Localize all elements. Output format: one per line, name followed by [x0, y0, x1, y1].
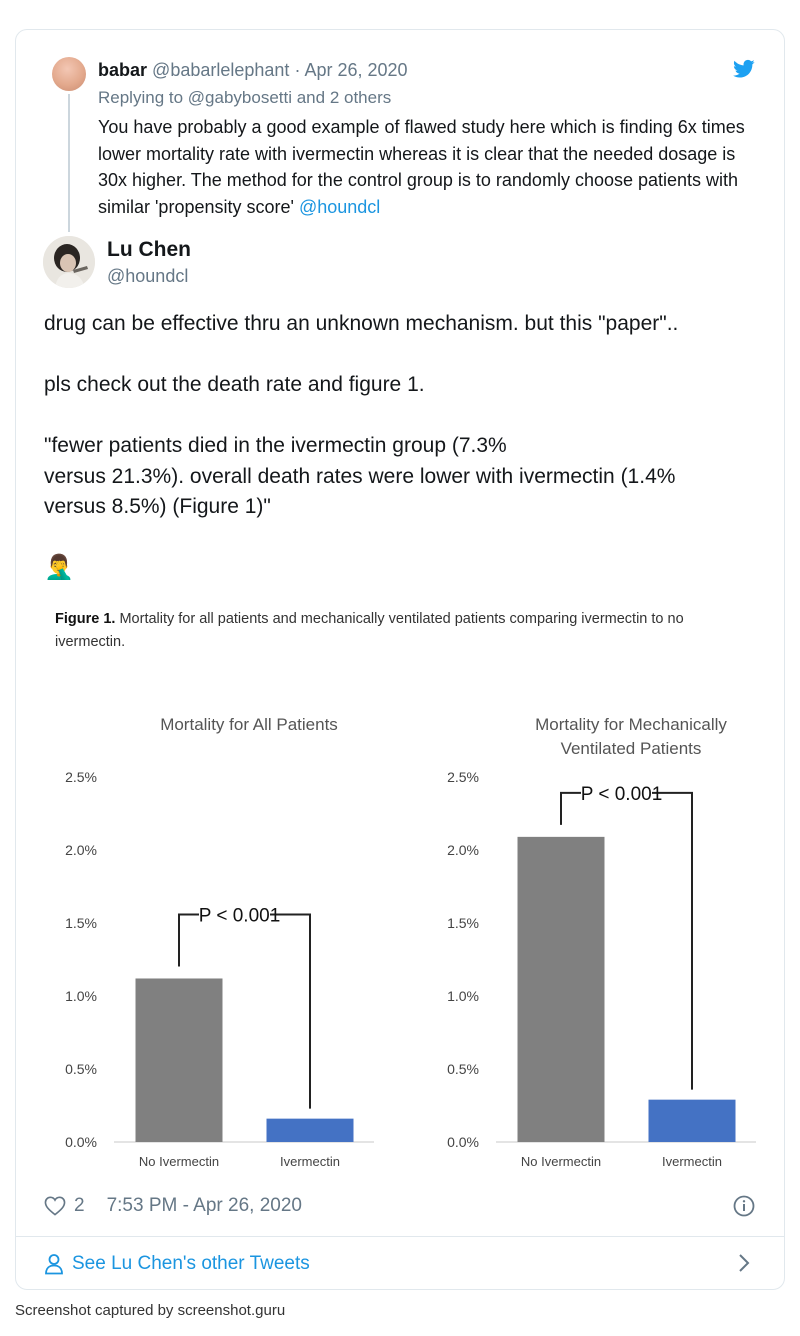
- y-tick-label: 1.5%: [65, 915, 97, 931]
- y-tick-label: 2.5%: [447, 769, 479, 785]
- tweet-image[interactable]: [44, 600, 764, 1185]
- figure-charts: [44, 600, 764, 1185]
- parent-tweet-body: You have probably a good example of flawed study here which is finding 6x times lower mortality rate with ivermectin whereas it is clear that the needed dosage is 30x higher. The method for the control group is to randomly choose patients with similar 'propensity score': [98, 117, 745, 217]
- thread-line: [68, 94, 70, 232]
- tweet-footer: [44, 1195, 302, 1217]
- parent-header: [98, 59, 408, 81]
- see-other-tweets-link[interactable]: [44, 1250, 310, 1278]
- bracket-right: [270, 914, 310, 1108]
- bracket-left: [179, 914, 199, 966]
- bracket-right: [652, 793, 692, 1090]
- x-tick-label: Ivermectin: [280, 1154, 340, 1169]
- y-tick-label: 0.0%: [447, 1134, 479, 1150]
- y-tick-label: 0.5%: [65, 1061, 97, 1077]
- tweet-timestamp[interactable]: 7:53 PM - Apr 26, 2020: [106, 1195, 302, 1216]
- y-tick-label: 0.0%: [65, 1134, 97, 1150]
- replying-to: [98, 87, 391, 109]
- chart-title: Ventilated Patients: [560, 739, 702, 758]
- replying-prefix: Replying to: [98, 88, 184, 107]
- chart-title: Mortality for Mechanically: [535, 715, 727, 734]
- tweet-paragraph: drug can be effective thru an unknown mechanism. but this "paper"..: [44, 312, 679, 335]
- chevron-right-icon[interactable]: [737, 1252, 751, 1274]
- p-value-label: P < 0.001: [198, 905, 281, 927]
- figure-caption-label: Figure 1.: [55, 611, 116, 627]
- parent-avatar[interactable]: [52, 57, 86, 91]
- person-icon: [44, 1253, 64, 1275]
- y-tick-label: 1.0%: [447, 988, 479, 1004]
- mention-link[interactable]: @houndcl: [298, 196, 381, 217]
- see-other-tweets-label[interactable]: See Lu Chen's other Tweets: [72, 1253, 310, 1274]
- figure-caption-text: Mortality for all patients and mechanically ventilated patients comparing ivermectin to no ivermectin.: [55, 611, 684, 650]
- like-count[interactable]: 2: [74, 1195, 85, 1216]
- bar: [136, 978, 223, 1142]
- parent-date[interactable]: Apr 26, 2020: [304, 60, 408, 80]
- author-avatar[interactable]: [43, 236, 95, 288]
- author-handle[interactable]: @houndcl: [107, 266, 189, 286]
- y-tick-label: 2.5%: [65, 769, 97, 785]
- facepalm-emoji: 🤦‍♂️: [44, 554, 74, 581]
- bar: [518, 837, 605, 1142]
- tweet-text: [44, 309, 774, 584]
- bar: [649, 1100, 736, 1142]
- p-value-label: P < 0.001: [580, 783, 663, 805]
- x-tick-label: Ivermectin: [662, 1154, 722, 1169]
- captured-by: Screenshot captured by screenshot.guru: [15, 1302, 286, 1319]
- tweet-paragraph: "fewer patients died in the ivermectin group (7.3% versus 21.3%). overall death rates were lower with ivermectin (1.4% versus 8.5%) (Figure 1)": [44, 434, 676, 518]
- y-tick-label: 1.5%: [447, 915, 479, 931]
- y-tick-label: 2.0%: [447, 842, 479, 858]
- heart-icon[interactable]: [44, 1196, 66, 1216]
- avatar-image: [43, 236, 95, 288]
- x-tick-label: No Ivermectin: [138, 1154, 220, 1169]
- chart-title: Mortality for All Patients: [160, 715, 338, 734]
- twitter-bird-icon[interactable]: [733, 59, 755, 79]
- y-tick-label: 0.5%: [447, 1061, 479, 1077]
- parent-author-name[interactable]: babar: [98, 60, 148, 80]
- info-icon[interactable]: [733, 1195, 755, 1217]
- parent-tweet-text: [98, 114, 768, 220]
- x-tick-label: No Ivermectin: [520, 1154, 602, 1169]
- y-tick-label: 1.0%: [65, 988, 97, 1004]
- bar: [267, 1119, 354, 1142]
- parent-separator: ·: [294, 60, 301, 80]
- author-name[interactable]: Lu Chen: [107, 238, 191, 261]
- bracket-left: [561, 793, 581, 825]
- footer-divider: [15, 1236, 785, 1237]
- replying-targets[interactable]: @gabybosetti and 2 others: [187, 88, 392, 107]
- parent-author-handle[interactable]: @babarlelephant: [152, 60, 290, 80]
- y-tick-label: 2.0%: [65, 842, 97, 858]
- tweet-paragraph: pls check out the death rate and figure 1.: [44, 373, 425, 396]
